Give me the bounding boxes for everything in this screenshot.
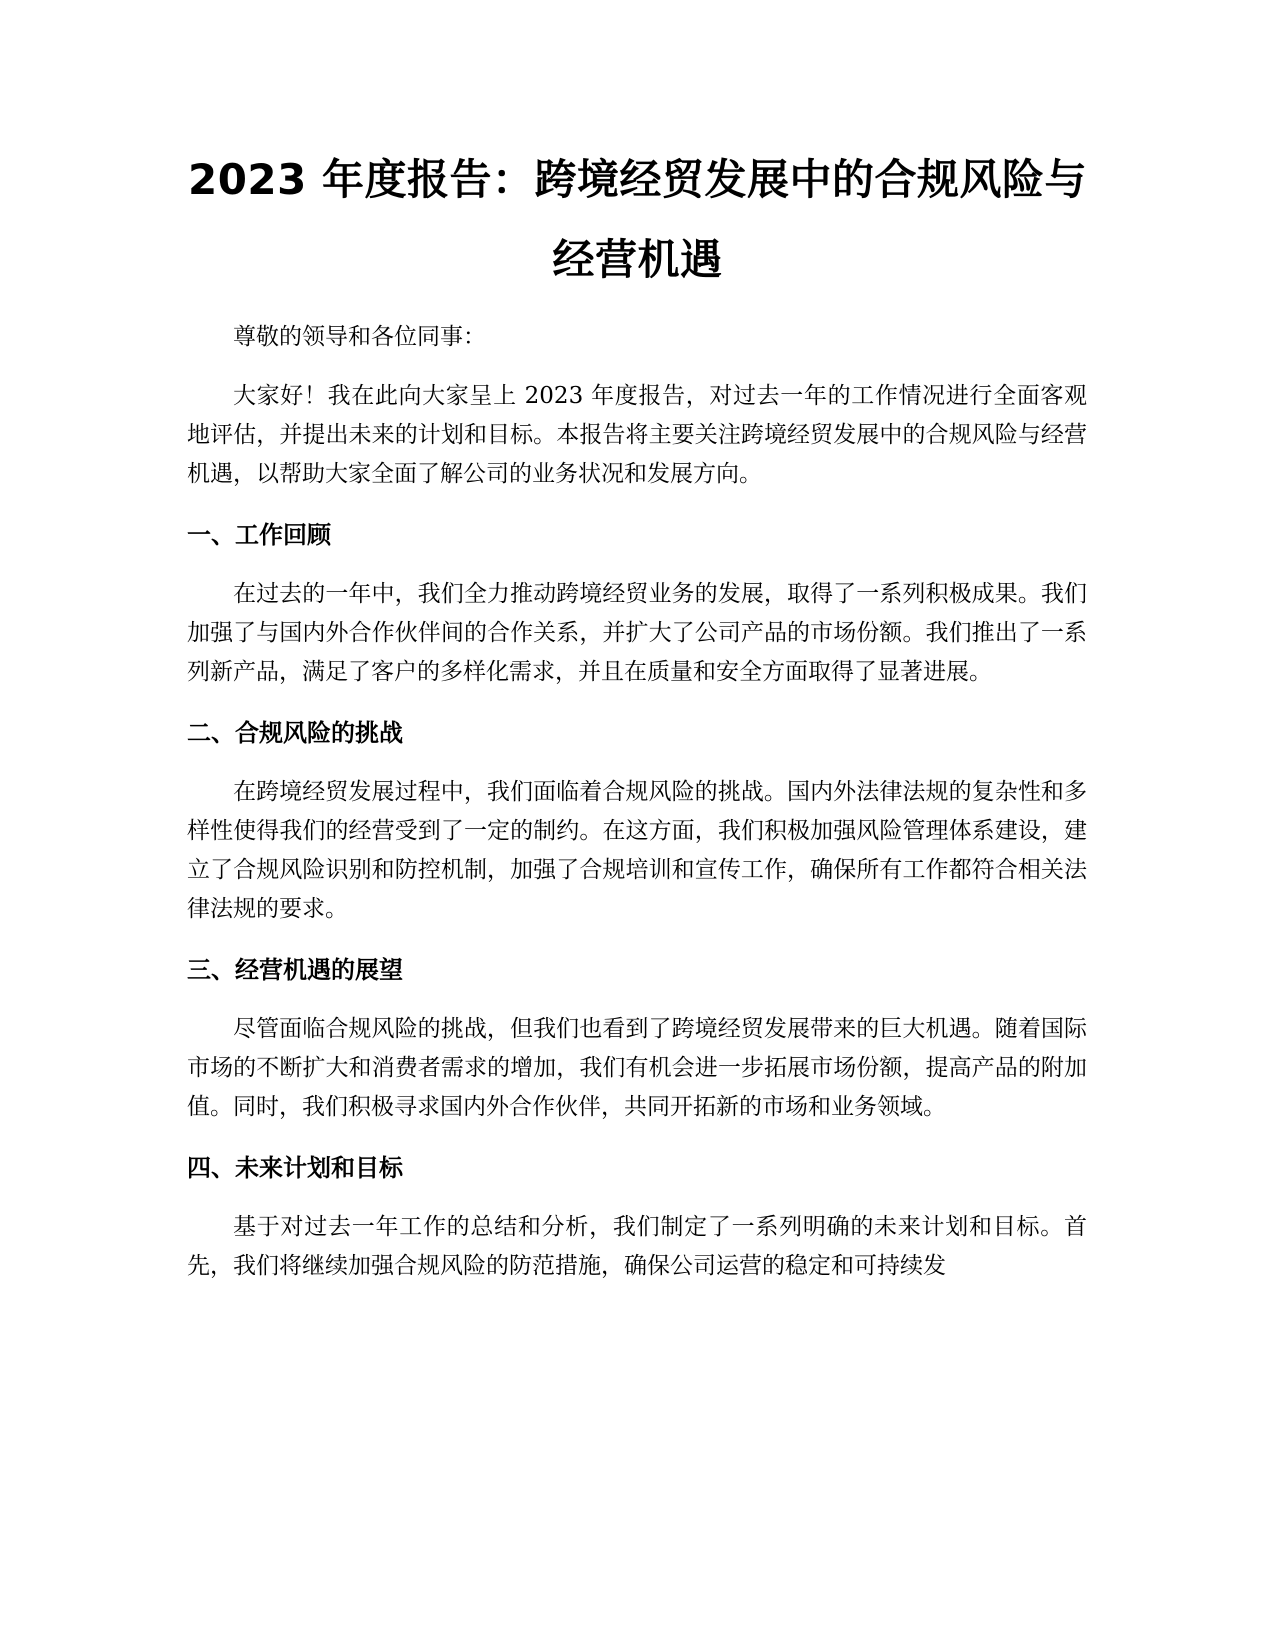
salutation: 尊敬的领导和各位同事： [233,324,486,350]
section-body-compliance-risk: 在跨境经贸发展过程中，我们面临着合规风险的挑战。国内外法律法规的复杂性和多样性使得我们的经营受到了一定的制约。在这方面，我们积极加强风险管理体系建设，建立了合规风险识别和防控机制，加强了合规培训和宣传工作，确保所有工作都符合相关法律法规的要求。 [187,779,1087,922]
section-heading-opportunities: 三、经营机遇的展望 [187,956,403,984]
document-body [187,318,1087,1286]
section-heading-review: 一、工作回顾 [187,521,331,549]
section-body-review: 在过去的一年中，我们全力推动跨境经贸业务的发展，取得了一系列积极成果。我们加强了与国内外合作伙伴间的合作关系，并扩大了公司产品的市场份额。我们推出了一系列新产品，满足了客户的多样化需求，并且在质量和安全方面取得了显著进展。 [187,581,1087,685]
section-heading-compliance-risk: 二、合规风险的挑战 [187,719,403,747]
section-body-opportunities: 尽管面临合规风险的挑战，但我们也看到了跨境经贸发展带来的巨大机遇。随着国际市场的不断扩大和消费者需求的增加，我们有机会进一步拓展市场份额，提高产品的附加值。同时，我们积极寻求国内外合作伙伴，共同开拓新的市场和业务领域。 [187,1016,1087,1120]
section-body-future-plans: 基于对过去一年工作的总结和分析，我们制定了一系列明确的未来计划和目标。首先，我们将继续加强合规风险的防范措施，确保公司运营的稳定和可持续发 [187,1214,1087,1279]
document-title: 2023 年度报告：跨境经贸发展中的合规风险与经营机遇 [187,155,1088,284]
section-heading-future-plans: 四、未来计划和目标 [187,1154,403,1182]
intro-paragraph: 大家好！我在此向大家呈上 2023 年度报告，对过去一年的工作情况进行全面客观地评估，并提出未来的计划和目标。本报告将主要关注跨境经贸发展中的合规风险与经营机遇，以帮助大家全面了解公司的业务状况和发展方向。 [187,383,1087,487]
